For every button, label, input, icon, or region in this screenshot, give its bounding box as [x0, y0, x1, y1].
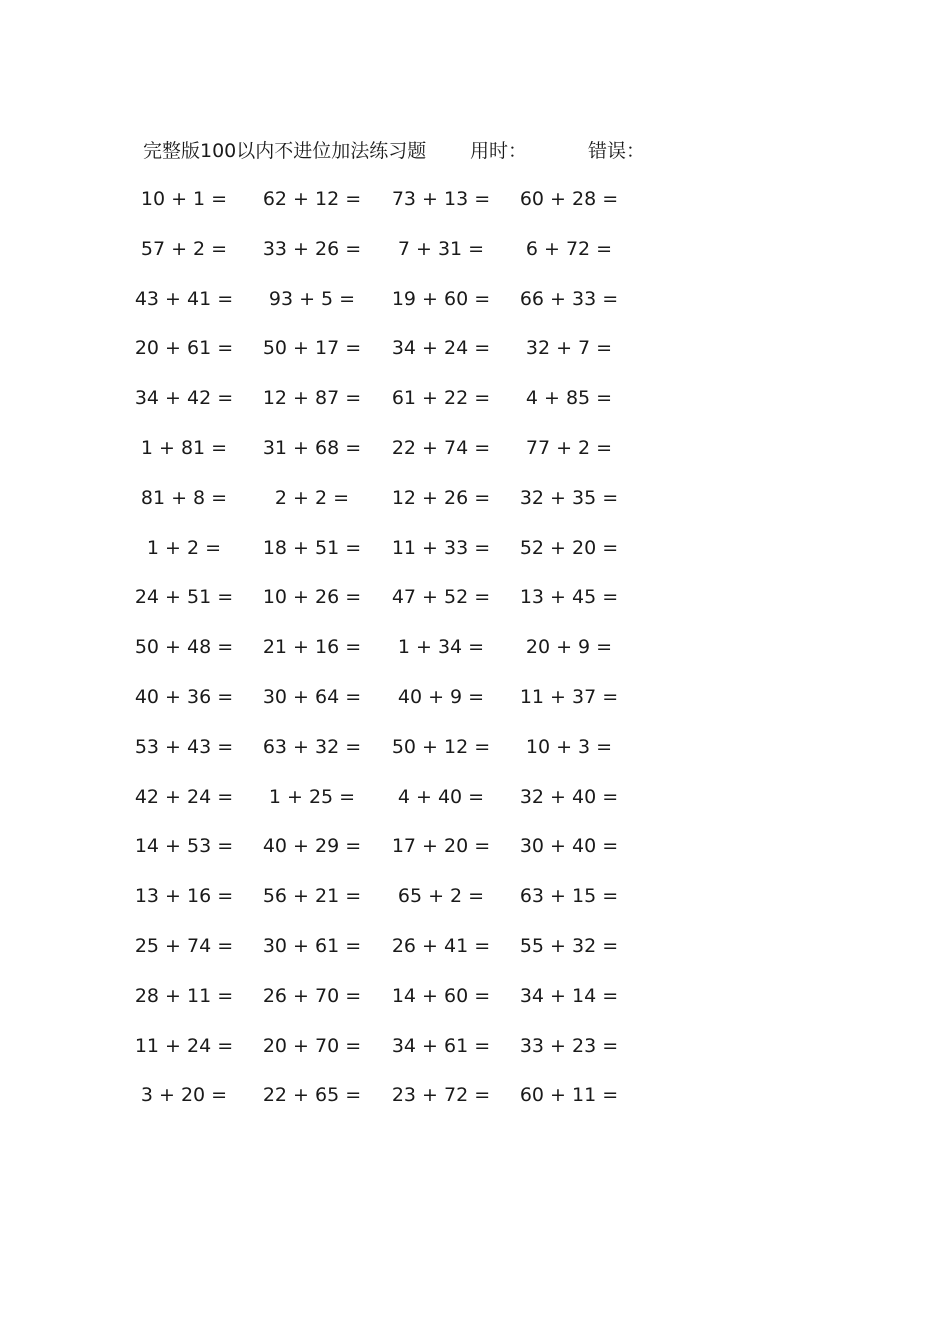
addition-problem: 22 + 65 = [262, 1084, 362, 1107]
addition-problem: 11 + 33 = [391, 536, 491, 559]
addition-problem: 14 + 53 = [134, 835, 234, 858]
addition-problem: 77 + 2 = [525, 436, 613, 459]
addition-problem: 26 + 41 = [391, 934, 491, 957]
addition-problem: 13 + 16 = [134, 885, 234, 908]
error-count-label: 错误： [588, 140, 646, 162]
addition-problem: 60 + 28 = [519, 188, 619, 210]
addition-problem: 12 + 26 = [391, 486, 491, 509]
problem-row [0, 534, 950, 584]
addition-problem: 73 + 13 = [391, 188, 491, 210]
addition-problem: 1 + 34 = [397, 636, 485, 659]
addition-problem: 47 + 52 = [391, 586, 491, 609]
addition-problem: 18 + 51 = [262, 536, 362, 559]
addition-problem: 3 + 20 = [140, 1084, 228, 1107]
addition-problem: 32 + 35 = [519, 486, 619, 509]
addition-problem: 42 + 24 = [134, 785, 234, 808]
addition-problem: 32 + 40 = [519, 785, 619, 808]
addition-problem: 10 + 1 = [140, 188, 228, 210]
problem-row [0, 484, 950, 534]
addition-problem: 56 + 21 = [262, 885, 362, 908]
addition-problem: 14 + 60 = [391, 984, 491, 1007]
addition-problem: 20 + 9 = [525, 636, 613, 659]
addition-problem: 50 + 48 = [134, 636, 234, 659]
addition-problem: 34 + 42 = [134, 387, 234, 410]
addition-problem: 11 + 24 = [134, 1034, 234, 1057]
addition-problem: 31 + 68 = [262, 436, 362, 459]
addition-problem: 11 + 37 = [519, 685, 619, 708]
addition-problem: 20 + 70 = [262, 1034, 362, 1057]
addition-problem: 60 + 11 = [519, 1084, 619, 1107]
addition-problem: 40 + 9 = [397, 685, 485, 708]
problem-row [0, 235, 950, 285]
problem-row [0, 832, 950, 882]
addition-problem: 93 + 5 = [268, 287, 356, 310]
addition-problem: 65 + 2 = [397, 885, 485, 908]
problem-row [0, 683, 950, 733]
addition-problem: 10 + 26 = [262, 586, 362, 609]
problem-row [0, 882, 950, 932]
addition-problem: 40 + 36 = [134, 685, 234, 708]
problem-row [0, 1032, 950, 1082]
problem-row [0, 932, 950, 982]
addition-problem: 33 + 23 = [519, 1034, 619, 1057]
addition-problem: 24 + 51 = [134, 586, 234, 609]
addition-problem: 22 + 74 = [391, 436, 491, 459]
worksheet-title: 完整版100以内不进位加法练习题 [143, 140, 427, 162]
problem-row [0, 583, 950, 633]
addition-problem: 26 + 70 = [262, 984, 362, 1007]
addition-problem: 32 + 7 = [525, 337, 613, 360]
addition-problem: 66 + 33 = [519, 287, 619, 310]
problem-row [0, 1081, 950, 1131]
problem-row [0, 633, 950, 683]
addition-problem: 2 + 2 = [274, 486, 350, 509]
addition-problem: 40 + 29 = [262, 835, 362, 858]
addition-problem: 34 + 14 = [519, 984, 619, 1007]
addition-problem: 10 + 3 = [525, 735, 613, 758]
addition-problem: 61 + 22 = [391, 387, 491, 410]
addition-problem: 63 + 15 = [519, 885, 619, 908]
addition-problem: 55 + 32 = [519, 934, 619, 957]
addition-problem: 4 + 40 = [397, 785, 485, 808]
addition-problem: 6 + 72 = [525, 237, 613, 260]
addition-problem: 43 + 41 = [134, 287, 234, 310]
addition-problem: 30 + 40 = [519, 835, 619, 858]
problem-row [0, 334, 950, 384]
addition-problem: 53 + 43 = [134, 735, 234, 758]
addition-problem: 34 + 24 = [391, 337, 491, 360]
addition-problem: 33 + 26 = [262, 237, 362, 260]
problem-row [0, 733, 950, 783]
addition-problem: 50 + 12 = [391, 735, 491, 758]
problem-row [0, 982, 950, 1032]
time-used-label: 用时： [470, 140, 528, 162]
addition-problem: 28 + 11 = [134, 984, 234, 1007]
addition-problem: 23 + 72 = [391, 1084, 491, 1107]
addition-problem: 1 + 81 = [140, 436, 228, 459]
addition-problem: 81 + 8 = [140, 486, 228, 509]
addition-problem: 12 + 87 = [262, 387, 362, 410]
problem-row [0, 434, 950, 484]
problem-row [0, 783, 950, 833]
addition-problem: 30 + 64 = [262, 685, 362, 708]
addition-problem: 25 + 74 = [134, 934, 234, 957]
addition-problem: 50 + 17 = [262, 337, 362, 360]
addition-problem: 57 + 2 = [140, 237, 228, 260]
problem-row [0, 384, 950, 434]
addition-problem: 52 + 20 = [519, 536, 619, 559]
addition-problem: 20 + 61 = [134, 337, 234, 360]
addition-problem: 4 + 85 = [525, 387, 613, 410]
addition-problem: 19 + 60 = [391, 287, 491, 310]
problem-row [0, 285, 950, 335]
addition-problem: 7 + 31 = [397, 237, 485, 260]
addition-problem: 34 + 61 = [391, 1034, 491, 1057]
addition-problem: 17 + 20 = [391, 835, 491, 858]
problem-grid [0, 185, 950, 1131]
addition-problem: 30 + 61 = [262, 934, 362, 957]
addition-problem: 13 + 45 = [519, 586, 619, 609]
addition-problem: 62 + 12 = [262, 188, 362, 210]
addition-problem: 1 + 2 = [146, 536, 222, 559]
addition-problem: 1 + 25 = [268, 785, 356, 808]
addition-problem: 63 + 32 = [262, 735, 362, 758]
addition-problem: 21 + 16 = [262, 636, 362, 659]
problem-row [0, 185, 950, 235]
